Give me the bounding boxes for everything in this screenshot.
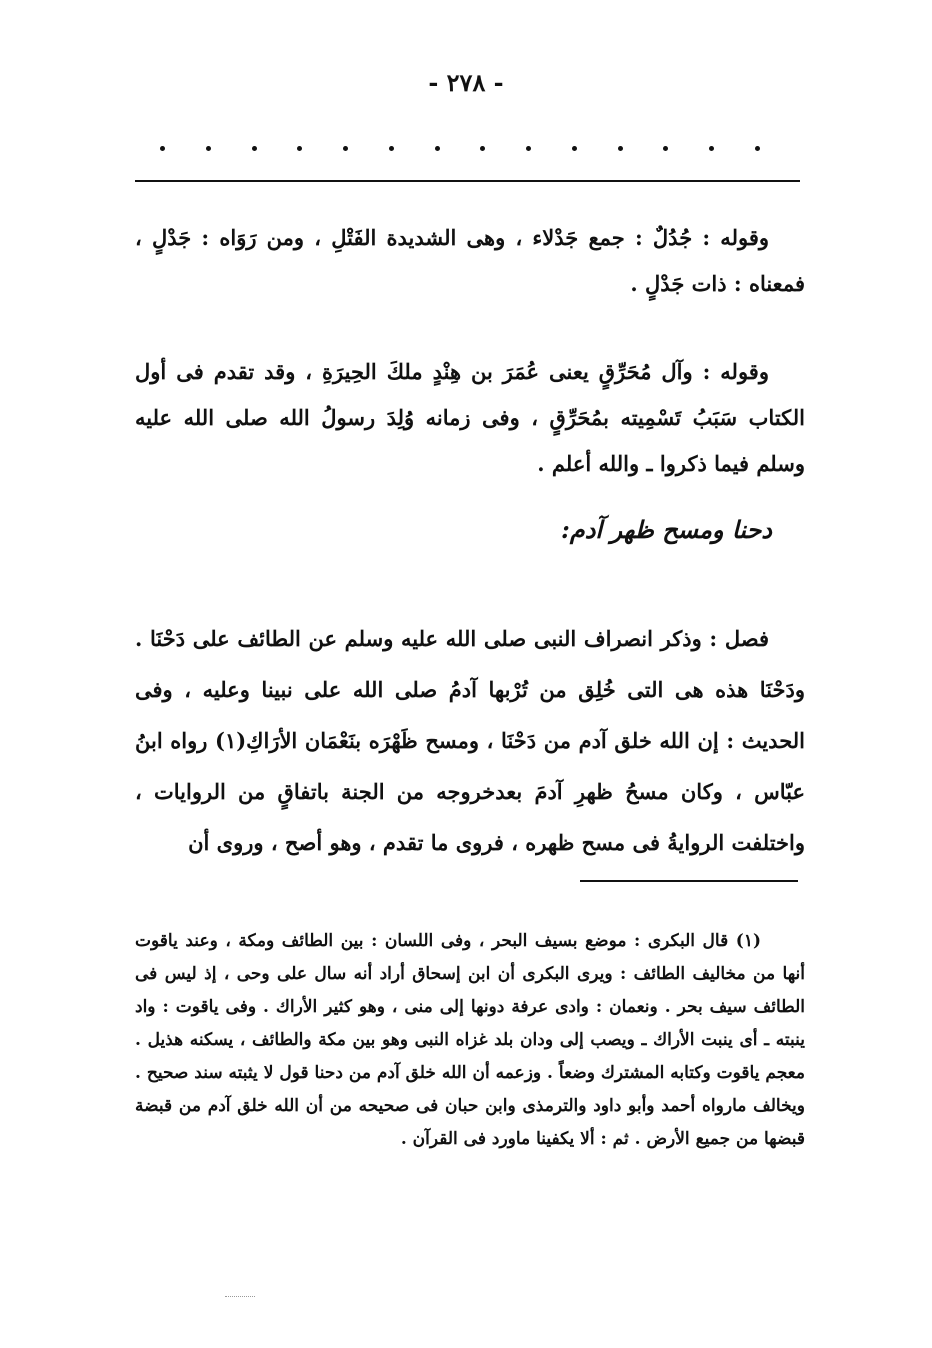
paragraph-judul: وقوله : جُدُلٌ : جمع جَدْلاء ، وهى الشديدة الفَتْلِ ، ومن رَوَاه : جَدْلٍ ، فمعناه : ذات جَدْلٍ . (135, 225, 805, 296)
scan-speck (225, 1296, 255, 1297)
dotted-separator (160, 138, 760, 158)
separator-dot (572, 146, 577, 151)
separator-dot (160, 146, 165, 151)
separator-dot (618, 146, 623, 151)
separator-dot (297, 146, 302, 151)
separator-dot (252, 146, 257, 151)
separator-dot (389, 146, 394, 151)
section-heading: دحنا ومسح ظهر آدم: (561, 515, 772, 544)
separator-dot (343, 146, 348, 151)
separator-dot (435, 146, 440, 151)
separator-dot (206, 146, 211, 151)
footnote-rule (580, 880, 798, 882)
header-rule (135, 180, 800, 182)
separator-dot (526, 146, 531, 151)
separator-dot (480, 146, 485, 151)
paragraph-muharriq: وقوله : وآل مُحَرِّقٍ يعنى عُمَرَ بن هِنْدٍ ملكَ الحِيرَةِ ، وقد تقدم فى أول الكتاب سَبَبُ تَسْمِيته بمُحَرِّقٍ ، وفى زمانه وُلِدَ رسولُ الله صلى الله عليه وسلم فيما ذكروا ـ والله أعلم . (135, 359, 805, 476)
separator-dot (709, 146, 714, 151)
paragraph-fasl: فصل : وذكر انصراف النبى صلى الله عليه وسلم عن الطائف على دَحْنَا . ودَحْنَا هذه هى التى خُلِق من تُرْبها آدمُ صلى الله على نبينا وعليه ، وفى الحديث : إن الله خلق آدم من دَحْنَا ، ومسح ظَهْرَه بنَعْمَان الأرَاكِ(١) رواه ابنُ عبّاس ، وكان مسحُ ظهرِ آدمَ بعدخروجه من الجنة باتفاقٍ من الروايات ، واختلفت الروايةُ فى مسح ظهره ، فروى ما تقدم ، وهو أصح ، وروى أن (135, 626, 805, 855)
footnote: (١) قال البكرى : موضع بسيف البحر ، وفى اللسان : بين الطائف ومكة ، وعند ياقوت أنها من مخاليف الطائف : ويرى البكرى أن ابن إسحاق أراد أنه سال على وحى ، إذ ليس فى الطائف سيف بحر . ونعمان : وادى عرفة دونها إلى منى ، وهو كثير الأراك . وفى ياقوت : واد ينبته ـ أى ينبت الأراك ـ ويصب إلى ودان بلد غزاه النبى وهو بين مكة والطائف ، يسكنه هذيل . معجم ياقوت وكتابه المشترك وضعاً . وزعمه أن الله خلق آدم من دحنا قول لا يثبته سند صحيح . ويخالف مارواه أحمد وأبو داود والترمذى وابن حبان فى صحيحه من أن الله خلق آدم من قبضة قبضها من جميع الأرض . ثم : ألا يكفينا ماورد فى القرآن . (135, 931, 805, 1149)
separator-dot (755, 146, 760, 151)
page-number: - ٢٧٨ - (428, 68, 504, 97)
separator-dot (663, 146, 668, 151)
